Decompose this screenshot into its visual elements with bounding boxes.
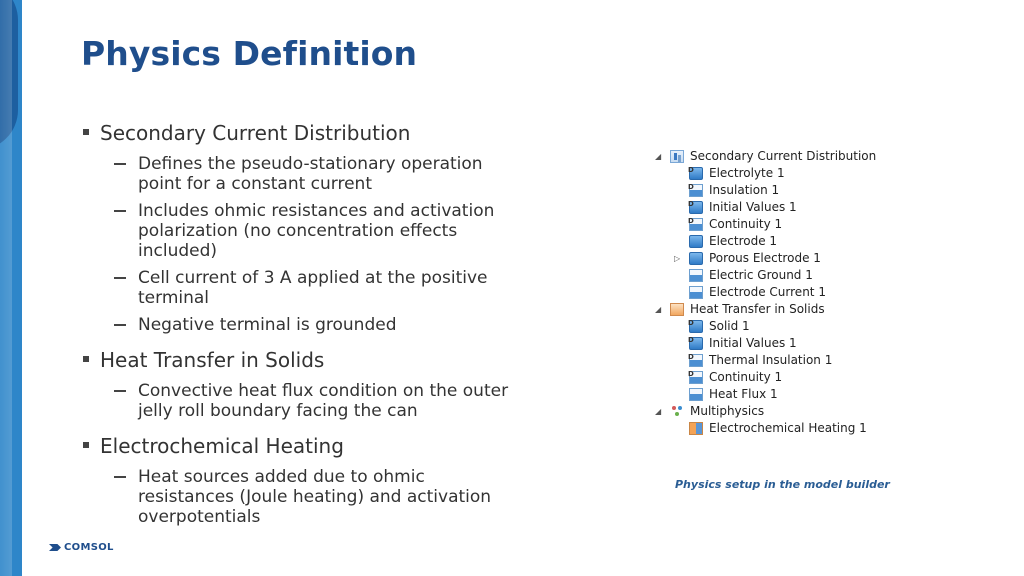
- tree-node-label: Initial Values 1: [709, 200, 797, 214]
- tree-node-label: Continuity 1: [709, 217, 783, 231]
- tree-node-label: Electrochemical Heating 1: [709, 421, 867, 435]
- tree-node-label: Electrode Current 1: [709, 285, 826, 299]
- boundary-d-icon: [689, 371, 703, 384]
- bullet-level2: Convective heat flux condition on the outer jelly roll boundary facing the can: [81, 381, 521, 421]
- boundary-d-icon: [689, 218, 703, 231]
- tree-node-label: Solid 1: [709, 319, 750, 333]
- bullet-level2: Includes ohmic resistances and activation polarization (no concentration effects included): [81, 201, 521, 261]
- tree-node-label: Secondary Current Distribution: [690, 149, 877, 163]
- boundary-icon: [689, 269, 703, 282]
- bullet-group-heat-transfer: [81, 347, 521, 421]
- tree-node-label: Insulation 1: [709, 183, 780, 197]
- comsol-logo-text: COMSOL: [64, 542, 114, 553]
- tree-node-label: Porous Electrode 1: [709, 251, 821, 265]
- heat-transfer-icon: [670, 303, 684, 316]
- tree-node-label: Thermal Insulation 1: [709, 353, 833, 367]
- multiphysics-icon: [670, 405, 684, 418]
- bullet-level1: Secondary Current Distribution: [81, 120, 521, 147]
- tree-node-label: Electrolyte 1: [709, 166, 785, 180]
- tree-node-label: Electrode 1: [709, 234, 778, 248]
- tree-node-label: Initial Values 1: [709, 336, 797, 350]
- comsol-logo: [49, 542, 114, 553]
- bullet-group-secondary-current: [81, 120, 521, 335]
- bullet-level2: Cell current of 3 A applied at the positive terminal: [81, 268, 521, 308]
- bullet-level2: Defines the pseudo-stationary operation point for a constant current: [81, 154, 521, 194]
- left-accent-bar: [0, 0, 22, 576]
- bullet-list: [81, 120, 521, 527]
- bullet-level1: Electrochemical Heating: [81, 433, 521, 460]
- tree-node-label: Continuity 1: [709, 370, 783, 384]
- domain-icon: [689, 252, 703, 265]
- bullet-level1: Heat Transfer in Solids: [81, 347, 521, 374]
- comsol-logo-mark-icon: [49, 544, 61, 551]
- bullet-group-electrochemical-heating: [81, 433, 521, 527]
- boundary-icon: [689, 388, 703, 401]
- electrochemical-heating-icon: [689, 422, 703, 435]
- tree-expanded-icon[interactable]: ◢: [655, 305, 662, 314]
- tree-node-label: Heat Flux 1: [709, 387, 778, 401]
- domain-icon: [689, 235, 703, 248]
- tree-expanded-icon[interactable]: ◢: [655, 407, 662, 416]
- tree-node-label: Heat Transfer in Solids: [690, 302, 825, 316]
- boundary-icon: [689, 286, 703, 299]
- tree-node-label: Electric Ground 1: [709, 268, 813, 282]
- bullet-level2: Heat sources added due to ohmic resistances (Joule heating) and activation overpotentials: [81, 467, 521, 527]
- slide-title: Physics Definition: [81, 34, 418, 73]
- secondary-current-icon: [670, 150, 684, 163]
- bullet-level2: Negative terminal is grounded: [81, 315, 521, 335]
- tree-caption: Physics setup in the model builder: [675, 478, 890, 491]
- tree-node-label: Multiphysics: [690, 404, 765, 418]
- tree-collapsed-icon[interactable]: ▷: [674, 254, 681, 263]
- tree-expanded-icon[interactable]: ◢: [655, 152, 662, 161]
